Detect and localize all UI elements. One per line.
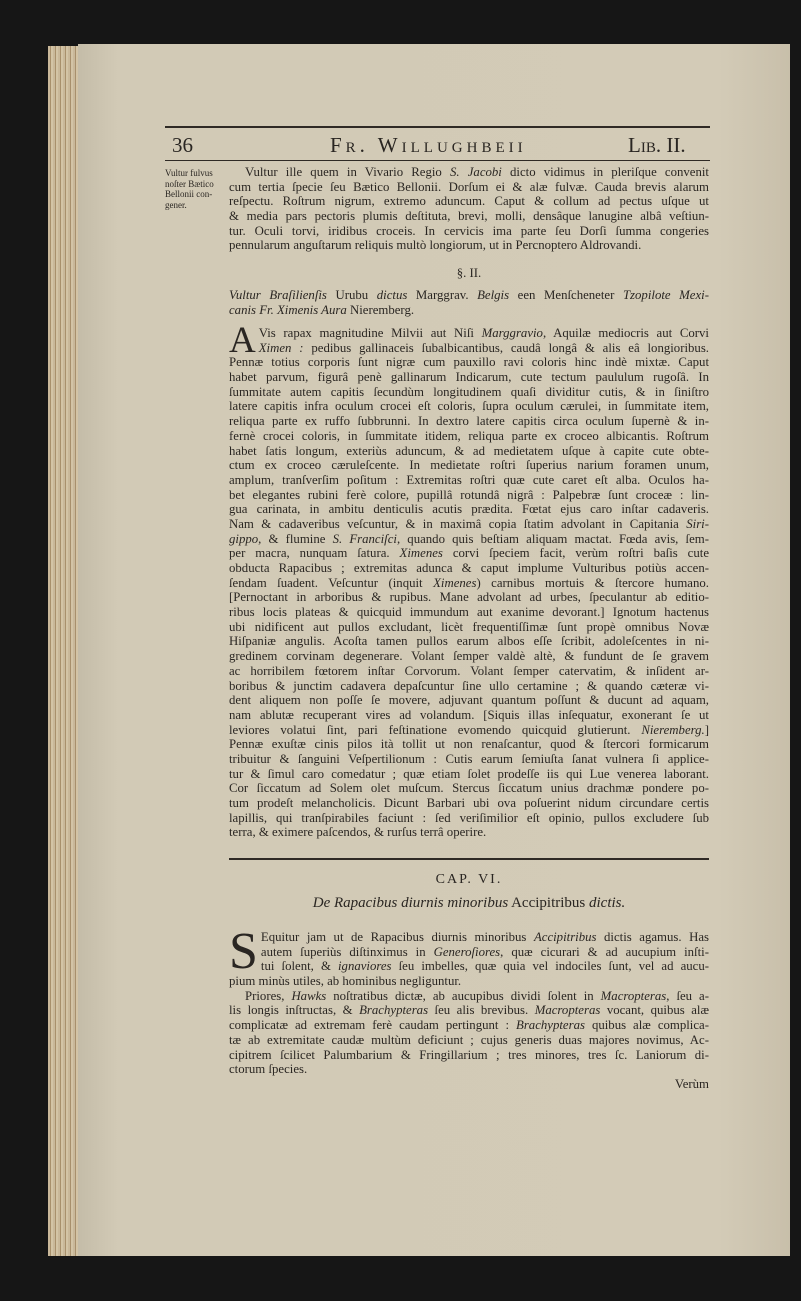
text-run: reſpectu. Roſtrum nigrum, extremo aduncum. Caput & collum ad pectus uſque ut — [229, 194, 709, 209]
text-run: per macra, nunquam ſatura. — [229, 546, 400, 561]
italic-text-run: Macropteras — [534, 1003, 601, 1018]
margin-note-line: Vultur fulvus — [165, 168, 213, 178]
text-run: , ſeu a- — [666, 988, 709, 1003]
text-run: ſummitate autem capitis ſecundùm longitudinem quaſi dividitur cutis, & in ſiniſtro — [229, 384, 709, 399]
text-line — [229, 767, 709, 782]
text-line — [229, 796, 709, 811]
text-line — [229, 737, 709, 752]
text-run: een Menſcheneter — [509, 288, 623, 302]
text-line — [229, 930, 709, 945]
text-run: Priores, — [245, 988, 292, 1003]
text-run: gredinem corvinam degenerare. Volant ſemper valdè altè, & fundunt de ſe gravem — [229, 649, 709, 664]
text-line — [229, 458, 709, 473]
text-run: Vultur ille quem in Vivario Regio — [245, 165, 450, 179]
text-run: cipitrem ſcilicet Palumbarium & Fringillarium ; tres minores, tres ſc. Laniorum di- — [229, 1047, 709, 1062]
text-run: fernè crocei coloris, in ſummitate itidem, reliqua parte ex croceo albicantis. Roſtrum — [229, 428, 709, 443]
text-line — [229, 590, 709, 605]
text-line — [229, 355, 709, 370]
text-line — [229, 679, 709, 694]
italic-text-run: Vultur Braſilienſis — [229, 288, 327, 302]
italic-text-run: Macropteras — [600, 988, 667, 1003]
text-run: , Aquilæ mediocris aut Corvi — [542, 326, 709, 340]
page-number: 36 — [172, 133, 193, 157]
text-run: dent aliquem non poſſe ſe movere, adjuvant quantum poſſunt & ducunt ad aquam, — [229, 693, 709, 708]
text-line — [229, 370, 709, 385]
text-run: reliqua parte ex ruffo ſubbrunni. In dextro latere capitis circa oculum ſupernè & in- — [229, 414, 709, 429]
italic-text-run: Brachypteras — [516, 1018, 585, 1033]
text-run: & media pars pectoris plumis deſtituta, brevi, molli, densâque lanugine albâ veſtiun- — [229, 209, 709, 224]
text-line — [229, 165, 709, 180]
text-line — [229, 180, 709, 195]
text-run: corvi ſpeciem facit, verùm roſtri baſis cute — [442, 546, 709, 561]
text-run: tur & ſimul caro comedatur ; quæ etiam ſolet prodeſſe iis qui Lue venerea laborant. — [229, 766, 709, 781]
text-run: gua carinata, in ambitu denticulis acutis prædita. Fœtat ejus caro inſtar cadaveris. — [229, 502, 709, 517]
text-run: ac horribilem fœtorem inſtar Corvorum. Volant ſemper catervatim, & inſident ar- — [229, 663, 709, 678]
text-line — [229, 444, 709, 459]
text-run: ctum ex croceo cæruleſcente. In medietate roſtri ſuperius narium foramen unum, — [229, 458, 709, 473]
text-line — [229, 194, 709, 209]
text-run: Cor ſiccatum ad Solem olet muſcum. Stercus ſiccatum unius drachmæ pondere po- — [229, 781, 709, 796]
chapter-heading: CAP. VI. — [435, 872, 503, 887]
italic-text-run: dictus — [376, 288, 408, 302]
text-run: pennularum anguſtarum reliquis multò longiorum, ut in Percnoptero Aldrovandi. — [229, 238, 642, 253]
italic-text-run: Hawks — [291, 988, 327, 1003]
italic-text-run: Generoſiores — [433, 944, 501, 959]
italic-text-run: S. Franciſci — [332, 531, 397, 546]
text-run: leviores volatui ſint, pari feſtinatione evomendo quicquid glutierunt. — [229, 722, 642, 737]
section-heading: §. II. — [456, 266, 482, 280]
text-line — [229, 385, 709, 400]
italic-text-run: Siri- — [686, 516, 709, 531]
text-line — [229, 326, 709, 341]
text-run: complicatæ ad extremam ferè caudam pertingunt : — [229, 1018, 516, 1033]
text-run: tribuitur & ſanguini Veſpertilionum : Cutis earum ſemiuſta ſanat vulnera ſi applice- — [229, 751, 709, 766]
italic-text-run: S. Jacobi — [449, 165, 502, 179]
text-run: Marggrav. — [407, 288, 478, 302]
drop-cap: S — [229, 923, 258, 980]
text-run: terra, & eximere paſcendos, & rurſus terrâ operire. — [229, 825, 487, 840]
text-line — [229, 473, 709, 488]
italic-text-run: Brachypteras — [359, 1003, 429, 1018]
paragraph-urubu — [229, 320, 709, 840]
text-run: lapillis, qui tranſpirabiles faciunt : ſed veriſimilior eſt opinio, pullos excludere ſub — [229, 810, 709, 825]
text-line — [229, 605, 709, 620]
italic-text-run: dictis. — [589, 895, 626, 911]
text-line — [229, 945, 709, 960]
text-run: ſeu alis brevibus. — [428, 1003, 535, 1018]
margin-note-line: Bellonii con- — [165, 189, 213, 199]
text-run: Hiſpaniæ angulis. Acoſta tamen pullos earum albos eſſe ſcribit, adoleſcentes in ni- — [229, 634, 709, 649]
text-line — [229, 974, 709, 989]
text-run: amplum, tranſverſim poſitum : Extremitas roſtri quæ cute caret eſt alba. Oculos ha- — [229, 472, 709, 487]
running-title: Fr. Willughbeii — [330, 133, 527, 157]
text-run: obducta Rapacibus ; extremitas adunca & caput implume Vulturibus potiùs accen- — [229, 561, 709, 575]
italic-text-run: Tzopilote Mexi- — [622, 288, 709, 302]
text-line — [229, 576, 709, 591]
text-run: pium minùs utiles, ab hominibus negliguntur. — [229, 974, 462, 989]
text-run: Equitur jam ut de Rapacibus diurnis minoribus — [260, 930, 534, 944]
text-line — [229, 1018, 709, 1033]
chapter-rule — [229, 858, 709, 860]
text-run: ctorum ſpecies. — [229, 1062, 308, 1077]
text-line — [229, 693, 709, 708]
catchword: Verùm — [674, 1076, 709, 1091]
text-line — [229, 781, 709, 796]
text-line — [229, 238, 709, 253]
drop-cap: A — [229, 320, 256, 361]
text-run: , quæ cicurari & ad aucupium inſti- — [500, 944, 709, 959]
text-line — [229, 561, 709, 576]
text-run: noſtratibus dictæ, ab aucupibus dividi ſolent in — [326, 988, 601, 1003]
text-line — [229, 399, 709, 414]
text-line — [229, 708, 709, 723]
italic-text-run: Ximenes — [399, 546, 443, 561]
italic-text-run: Accipitribus — [533, 930, 597, 944]
section-title — [229, 288, 709, 317]
text-run: , quando quis beſtiam aliquam mactat. Fœda avis, ſem- — [396, 531, 709, 546]
text-run: [Pernoctant in arboribus & rupibus. Mane advolant ad urbes, ſpeculantur ab editio- — [229, 590, 709, 605]
italic-text-run: De Rapacibus diurnis minoribus — [312, 895, 509, 911]
text-run: ] — [704, 722, 709, 737]
margin-note-line: gener. — [165, 199, 187, 210]
text-line — [229, 488, 709, 503]
text-line — [229, 341, 709, 356]
text-line — [229, 224, 709, 239]
text-run: cum tertia ſpecie ſeu Bætico Bellonii. Dorſum ei & alæ fulvæ. Cauda brevis alarum — [229, 179, 709, 194]
text-line — [229, 303, 709, 318]
text-run: Vis rapax magnitudine Milvii aut Niſi — [258, 326, 482, 340]
text-run: Accipitribus — [508, 895, 589, 911]
text-line — [229, 811, 709, 826]
text-run: ribus locis plateas & quicquid immundum aut exanime devorant.] Ignotum hactenus — [229, 605, 709, 620]
italic-text-run: Ximenes — [433, 575, 477, 590]
margin-note — [165, 168, 227, 210]
margin-note-line: noſter Bætico — [165, 178, 214, 189]
text-line — [229, 959, 709, 974]
text-run: tum prodeſt melancholicis. Dicunt Barbari ubi ova poſuerint nidum circundare certis — [229, 796, 709, 810]
text-line — [229, 1003, 709, 1018]
text-line — [229, 517, 709, 532]
header-rule-bottom — [165, 160, 710, 161]
italic-text-run: Belgis — [477, 288, 510, 302]
text-line — [229, 414, 709, 429]
text-run: bet elegantes rubini ferè colore, pupillâ rotundâ nigrâ : Palpebræ ſunt croceæ : lin- — [229, 487, 709, 502]
text-run: latere capitis infra oculum crocei eſt coloris, ſupra oculum cærulei, in ſummitate item, — [229, 399, 709, 414]
italic-text-run: ignaviores — [337, 959, 392, 974]
text-run: ſendam ſuadent. Veſcuntur (inquit — [229, 575, 434, 590]
text-run: Pennæ exuſtæ cinis pilos ità tollit ut non renaſcantur, quod & ſtercori formicarum — [229, 737, 709, 752]
text-run: ) carnibus mortuis & ſtercore humano. — [476, 575, 709, 590]
text-run: tæ ab extremitate caudæ multùm deficiunt ; cujus generis duas majores novimus, Ac- — [229, 1032, 709, 1047]
text-run: quibus alæ complica- — [584, 1018, 709, 1033]
text-run: Nieremberg. — [346, 302, 415, 317]
chapter-body — [229, 923, 710, 1092]
text-line — [229, 620, 709, 635]
text-line — [229, 634, 709, 649]
header-rule-top — [165, 126, 710, 128]
text-run: pedibus gallinaceis ſubalbicantibus, caudâ longâ & alis eâ longioribus. — [303, 340, 709, 355]
text-run: Pennæ totius corporis ſunt nigræ cum pauxillo ravi coloris hinc indè mixtæ. Caput — [229, 355, 709, 370]
text-line — [229, 1062, 709, 1077]
text-line — [229, 989, 709, 1004]
text-run: ſeu imbelles, quæ quia vel indociles ſunt, vel ad aucu- — [391, 959, 710, 974]
text-line — [229, 649, 709, 664]
italic-text-run: Marggravio — [481, 326, 543, 340]
text-run: boribus & junctim cadavera depaſcuntur ſine ullo certamine ; & quando cæteræ vi- — [229, 678, 709, 693]
text-line — [229, 502, 709, 517]
text-run: Urubu — [326, 288, 377, 302]
text-line — [229, 288, 709, 303]
text-line — [229, 1033, 709, 1048]
book-number: Lib. II. — [628, 133, 686, 157]
text-run: , & flumine — [258, 531, 333, 546]
text-run: ubi nidificent aut pullos excludant, licèt frequentiſſimæ ſunt propè omnibus Novæ — [229, 619, 709, 634]
text-line — [229, 546, 709, 561]
text-run: nam ablutæ recuperant vires ad volandum. [Siquis illas inſequatur, exonerant ſe ut — [229, 707, 709, 722]
text-run: autem ſuperiùs diſtinximus in — [260, 944, 434, 959]
text-line — [229, 664, 709, 679]
italic-text-run: gippo — [229, 531, 259, 546]
text-line — [229, 209, 709, 224]
chapter-title — [229, 894, 709, 912]
text-run: habet parvum, figurâ penè gallinarum Indicarum, cute tectum paululum rugoſâ. In — [229, 370, 709, 385]
text-run: lis longis inſtructas, & — [229, 1003, 360, 1018]
text-run: vocant, quibus alæ — [600, 1003, 709, 1018]
text-line — [229, 825, 709, 840]
paragraph-vultur-fulvus — [229, 165, 709, 253]
text-run: tui ſolent, & — [260, 959, 338, 974]
text-line — [229, 429, 709, 444]
text-run: dictis agamus. Has — [596, 930, 709, 944]
italic-text-run: Nieremberg. — [641, 722, 705, 737]
text-line — [229, 532, 709, 547]
text-run: Nam & cadaveribus veſcuntur, & in maximâ copia ſtatim advolant in Capitania — [229, 516, 687, 531]
italic-text-run: Ximen : — [258, 340, 304, 355]
text-line — [229, 1048, 709, 1063]
text-line — [229, 723, 709, 738]
text-run: tur. Oculi torvi, iridibus croceis. In cervicis ima parte ſeu Dorſi ſumma congeries — [229, 223, 709, 238]
text-run: habet ſatis longum, exteriùs aduncum, & ad medietatem uſque à capite cute obte- — [229, 443, 709, 458]
italic-text-run: canis Fr. Ximenis Aura — [229, 302, 347, 317]
page-edges — [48, 46, 80, 1256]
text-line — [229, 752, 709, 767]
text-run: dicto vidimus in pleriſque convenit — [501, 165, 709, 179]
